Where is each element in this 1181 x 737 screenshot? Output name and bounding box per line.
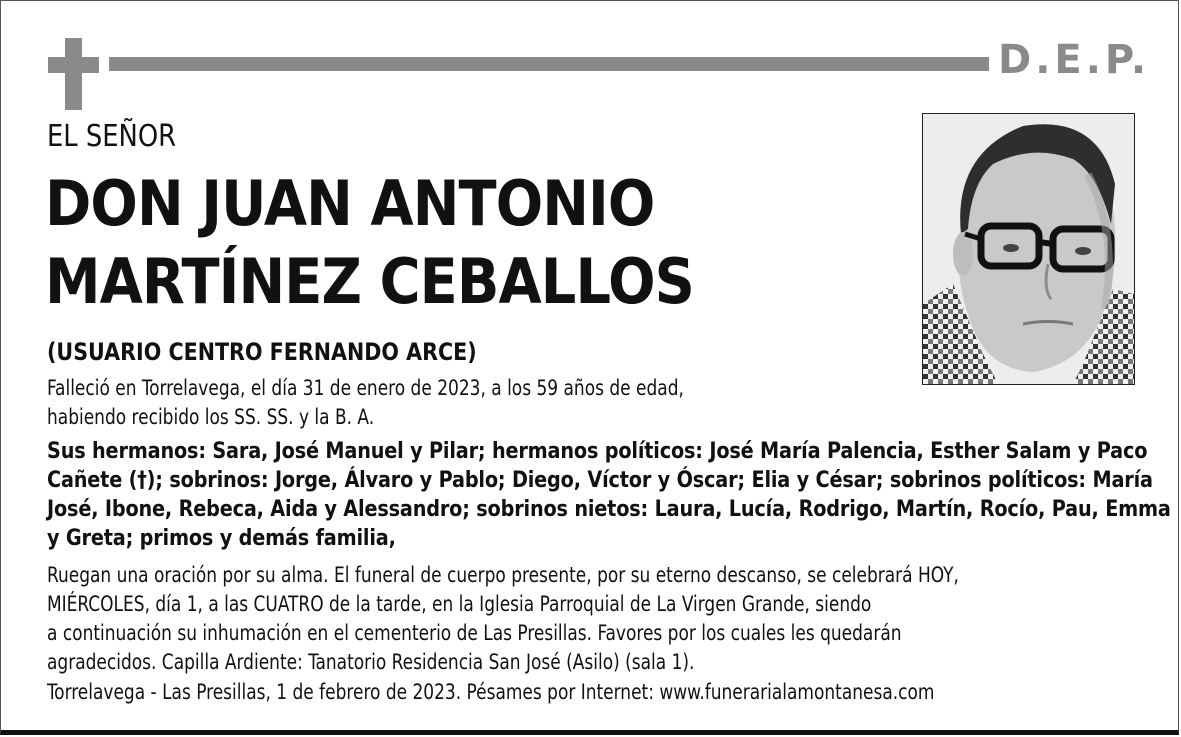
funeral-line: a continuación su inhumación en el cementerio de Las Presillas. Favores por los cuales les quedarán (47, 621, 902, 645)
deceased-name (45, 165, 694, 321)
footer-line: Torrelavega - Las Presillas, 1 de febrero de 2023. Pésames por Internet: www.funerarialamontanesa.com (47, 680, 935, 704)
name-line-1: DON JUAN ANTONIO (45, 167, 655, 240)
family-list (47, 437, 1171, 553)
family-line: Sus hermanos: Sara, José Manuel y Pilar; hermanos políticos: José María Palencia, Esther Salam y Paco (47, 439, 1148, 464)
portrait-photo (922, 113, 1135, 385)
death-line: habiendo recibido los SS. SS. y la B. A. (47, 405, 375, 429)
funeral-line: MIÉRCOLES, día 1, a las CUATRO de la tarde, en la Iglesia Parroquial de La Virgen Grande, siendo (47, 592, 872, 616)
death-details (47, 374, 812, 432)
name-line-2: MARTÍNEZ CEBALLOS (45, 245, 694, 318)
family-line: y Greta; primos y demás familia, (47, 526, 396, 551)
header-rule (109, 57, 989, 71)
funeral-details (47, 561, 959, 677)
cross-icon-vertical (65, 38, 82, 110)
family-line: José, Ibone, Rebeca, Aida y Alessandro; sobrinos nietos: Laura, Lucía, Rodrigo, Martín, Rocío, Pau, Emma (47, 497, 1171, 522)
funeral-line: Ruegan una oración por su alma. El funeral de cuerpo presente, por su eterno descanso, se celebrará HOY, (47, 563, 959, 587)
funeral-line: agradecidos. Capilla Ardiente: Tanatorio Residencia San José (Asilo) (sala 1). (47, 650, 695, 674)
honorific: EL SEÑOR (47, 119, 177, 154)
dep-label: D.E.P. (998, 37, 1151, 83)
family-line: Cañete (†); sobrinos: Jorge, Álvaro y Pablo; Diego, Víctor y Óscar; Elia y César; sobrinos políticos: María (47, 468, 1153, 493)
cross-icon-horizontal (48, 57, 99, 73)
death-line: Falleció en Torrelavega, el día 31 de enero de 2023, a los 59 años de edad, (47, 376, 684, 400)
affiliation: (USUARIO CENTRO FERNANDO ARCE) (47, 338, 477, 366)
